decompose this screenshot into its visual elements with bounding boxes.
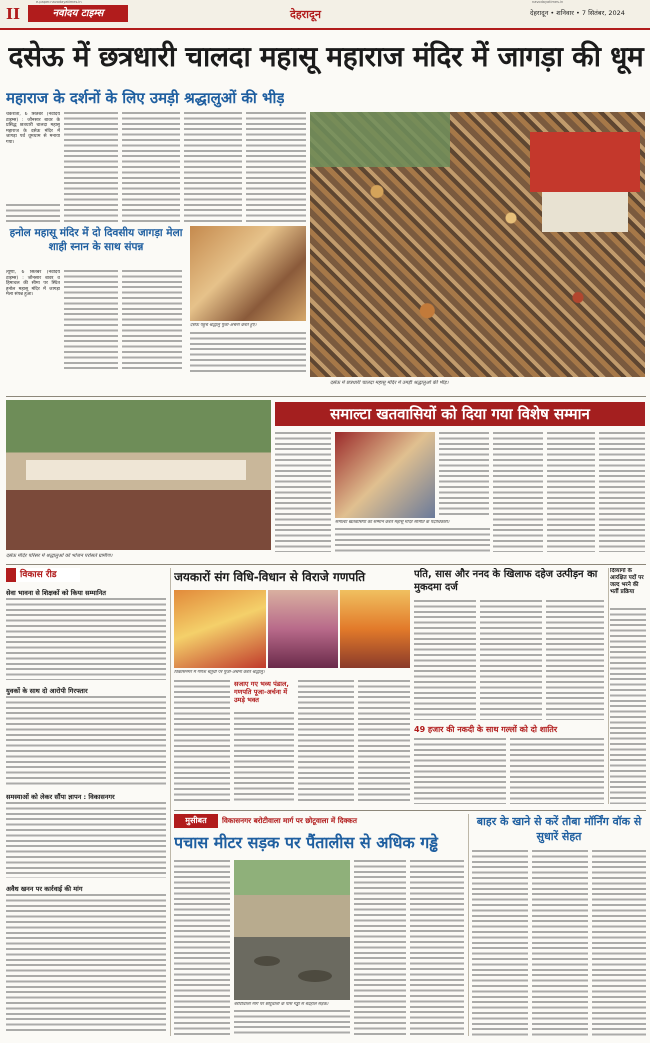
road-body-col3 [354, 860, 406, 1036]
samman-photo-left-caption: दसेऊ मंदिर परिसर में श्रद्धालुओं को भोजन परोसते ग्रामीण। [6, 553, 113, 559]
vikas-read-tag: विकास रीड [6, 568, 80, 582]
food-table [26, 460, 246, 480]
dahej-extra-body-1 [414, 738, 506, 804]
ritual-photo [190, 226, 306, 321]
vikas-item-title: सेवा भावना से शिक्षकों को किया सम्मानित [6, 589, 106, 597]
fold-note: navodayatimes.in [532, 0, 564, 4]
ganpati-photo-3 [340, 590, 410, 668]
ganpati-body-col3 [298, 680, 354, 804]
road-body-under-photo [234, 1010, 350, 1036]
temple-wall [542, 192, 628, 232]
road-headline: पचास मीटर सड़क पर पैंतालीस से अधिक गड्ढे [174, 833, 438, 852]
lead-body-start: चकराता, 6 सितंबर (नवोदय टाइम्स) : जौनसार बावर के प्रसिद्ध छत्रधारी चालदा महासू महाराज के दसेऊ मंदिर में जागड़ा पर्व धूमधाम से मनाया गया। [6, 112, 60, 145]
column-rule [608, 568, 609, 804]
dahej-body-col1 [414, 600, 476, 720]
section-title: देहरादून [290, 8, 321, 21]
pothole [298, 970, 332, 982]
vikas-item-body [6, 598, 166, 680]
column-rule [468, 814, 469, 1036]
road-body-col4 [410, 860, 464, 1036]
vikas-item-body [6, 696, 166, 786]
page-number: II [6, 5, 21, 23]
samman-body-col3 [493, 432, 543, 552]
samman-photo-right-caption: समाल्टा खतवासियों का सम्मान करते महासू मंदिर समिति के पदाधिकारी। [335, 520, 450, 525]
morning-body-col3 [592, 850, 646, 1036]
morning-walk-headline: बाहर के खाने से करें तौबा मॉर्निंग वॉक से सुधारें सेहत [476, 815, 642, 843]
column-rule [170, 568, 171, 1036]
dahej-extra-headline: 49 हजार की नकदी के साथ गल्लों को दो शातिर [414, 725, 558, 734]
ganpati-body-col1 [174, 680, 230, 804]
lead-headline: दसेऊ में छत्रधारी चालदा महासू महाराज मंदिर में जागड़ा की धूम [8, 40, 644, 73]
paper-name: नवोदय टाइम्स [28, 5, 128, 22]
samman-photo-left [6, 400, 271, 550]
lead-photo-caption: दसेऊ में छत्रधारी चालदा महासू मंदिर में उमड़ी श्रद्धालुओं की भीड़। [330, 380, 449, 386]
road-label: मुसीबत [174, 814, 218, 828]
dahej-body-col2 [480, 600, 542, 720]
road-body-col1 [174, 860, 230, 1036]
ritual-photo-caption: दसेऊ पहुंचे श्रद्धालु पूजा-अर्चना करते हुए। [190, 323, 257, 328]
samman-body-col5 [599, 432, 645, 552]
lead-body-col4 [184, 112, 242, 222]
ganpati-body-col4 [358, 680, 410, 804]
second-body-col3 [122, 270, 182, 370]
road-photo [234, 860, 350, 1000]
morning-body-col1 [472, 850, 528, 1036]
divyang-headline: दिव्यांगों के आरक्षित पदों पर जल्द भरने की भर्ती प्रक्रिया [610, 568, 644, 595]
section-divider-3 [174, 810, 646, 811]
lead-body-col1 [6, 204, 60, 222]
vikas-item-body [6, 894, 166, 1034]
vikas-item-body [6, 802, 166, 878]
vikas-item-title: समस्याओं को लेकर सौंपा ज्ञापन : विकासनगर [6, 793, 115, 801]
samman-photo-right [335, 432, 435, 518]
hill-background [310, 112, 450, 167]
pothole [254, 956, 280, 966]
dahej-headline: पति, सास और ननद के खिलाफ दहेज उत्पीड़न का मुकदमा दर्ज [414, 569, 598, 593]
ganpati-photo-1 [174, 590, 266, 668]
ganpati-box-body [234, 712, 294, 804]
samman-headline: समाल्टा खतवासियों को दिया गया विशेष सम्मान [275, 402, 645, 426]
lead-subheadline: महाराज के दर्शनों के लिए उमड़ी श्रद्धालुओं की भीड़ [6, 89, 285, 107]
dahej-extra-body-2 [510, 738, 604, 804]
ganpati-headline: जयकारों संग विधि-विधान से विराजे गणपति [174, 570, 366, 584]
lead-body-col3 [122, 112, 180, 222]
road-photo-caption: बरोटीवाला मार्ग पर छोटूवाला के पास गड्ढों से बदहाल सड़क। [234, 1002, 329, 1007]
second-body-start: त्यूणी, 6 सितंबर (नवोदय टाइम्स) : जौनसार बावर व हिमाचल की सीमा पर स्थित हनोल महासू मंदिर में जागड़ा मेला संपन्न हुआ। [6, 270, 60, 298]
divyang-body [610, 608, 646, 804]
samman-body-col2 [439, 432, 489, 518]
vikas-item-title: अवैध खनन पर कार्रवाई की मांग [6, 885, 83, 893]
lead-body-col5 [246, 112, 306, 222]
temple-roof [530, 132, 640, 192]
section-divider-2 [6, 564, 646, 565]
dateline: देहरादून • शनिवार • 7 सितंबर, 2024 [530, 9, 625, 17]
samman-body-col1 [275, 432, 331, 552]
ritual-body [190, 332, 306, 372]
lead-photo-crowd [310, 112, 645, 377]
samman-body-col4 [547, 432, 595, 552]
dahej-body-col3 [546, 600, 604, 720]
lead-body-col2 [64, 112, 118, 222]
vikas-item-title: युवकों के साथ दो आरोपी गिरफ्तार [6, 687, 88, 695]
ganpati-photo-2 [268, 590, 338, 668]
epaper-url: e-paper.navodayatimes.in [36, 0, 82, 4]
section-divider [6, 396, 646, 397]
ganpati-photo-caption: विकासनगर में गणेश चतुर्थी पर पूजा-अर्चना करते श्रद्धालु। [174, 670, 265, 675]
morning-body-col2 [532, 850, 588, 1036]
second-headline: हनोल महासू मंदिर में दो दिवसीय जागड़ा मेला शाही स्नान के साथ संपन्न [9, 227, 183, 253]
second-body-col2 [64, 270, 118, 370]
ganpati-box-headline: सजाए गए भव्य पंडाल, गणपति पूजा-अर्चना में उमड़े भक्त [234, 680, 289, 704]
samman-body-under-photo [335, 528, 490, 552]
road-kicker: विकासनगर बरोटीवाला मार्ग पर छोटूवाला में दिक्कत [222, 816, 357, 825]
